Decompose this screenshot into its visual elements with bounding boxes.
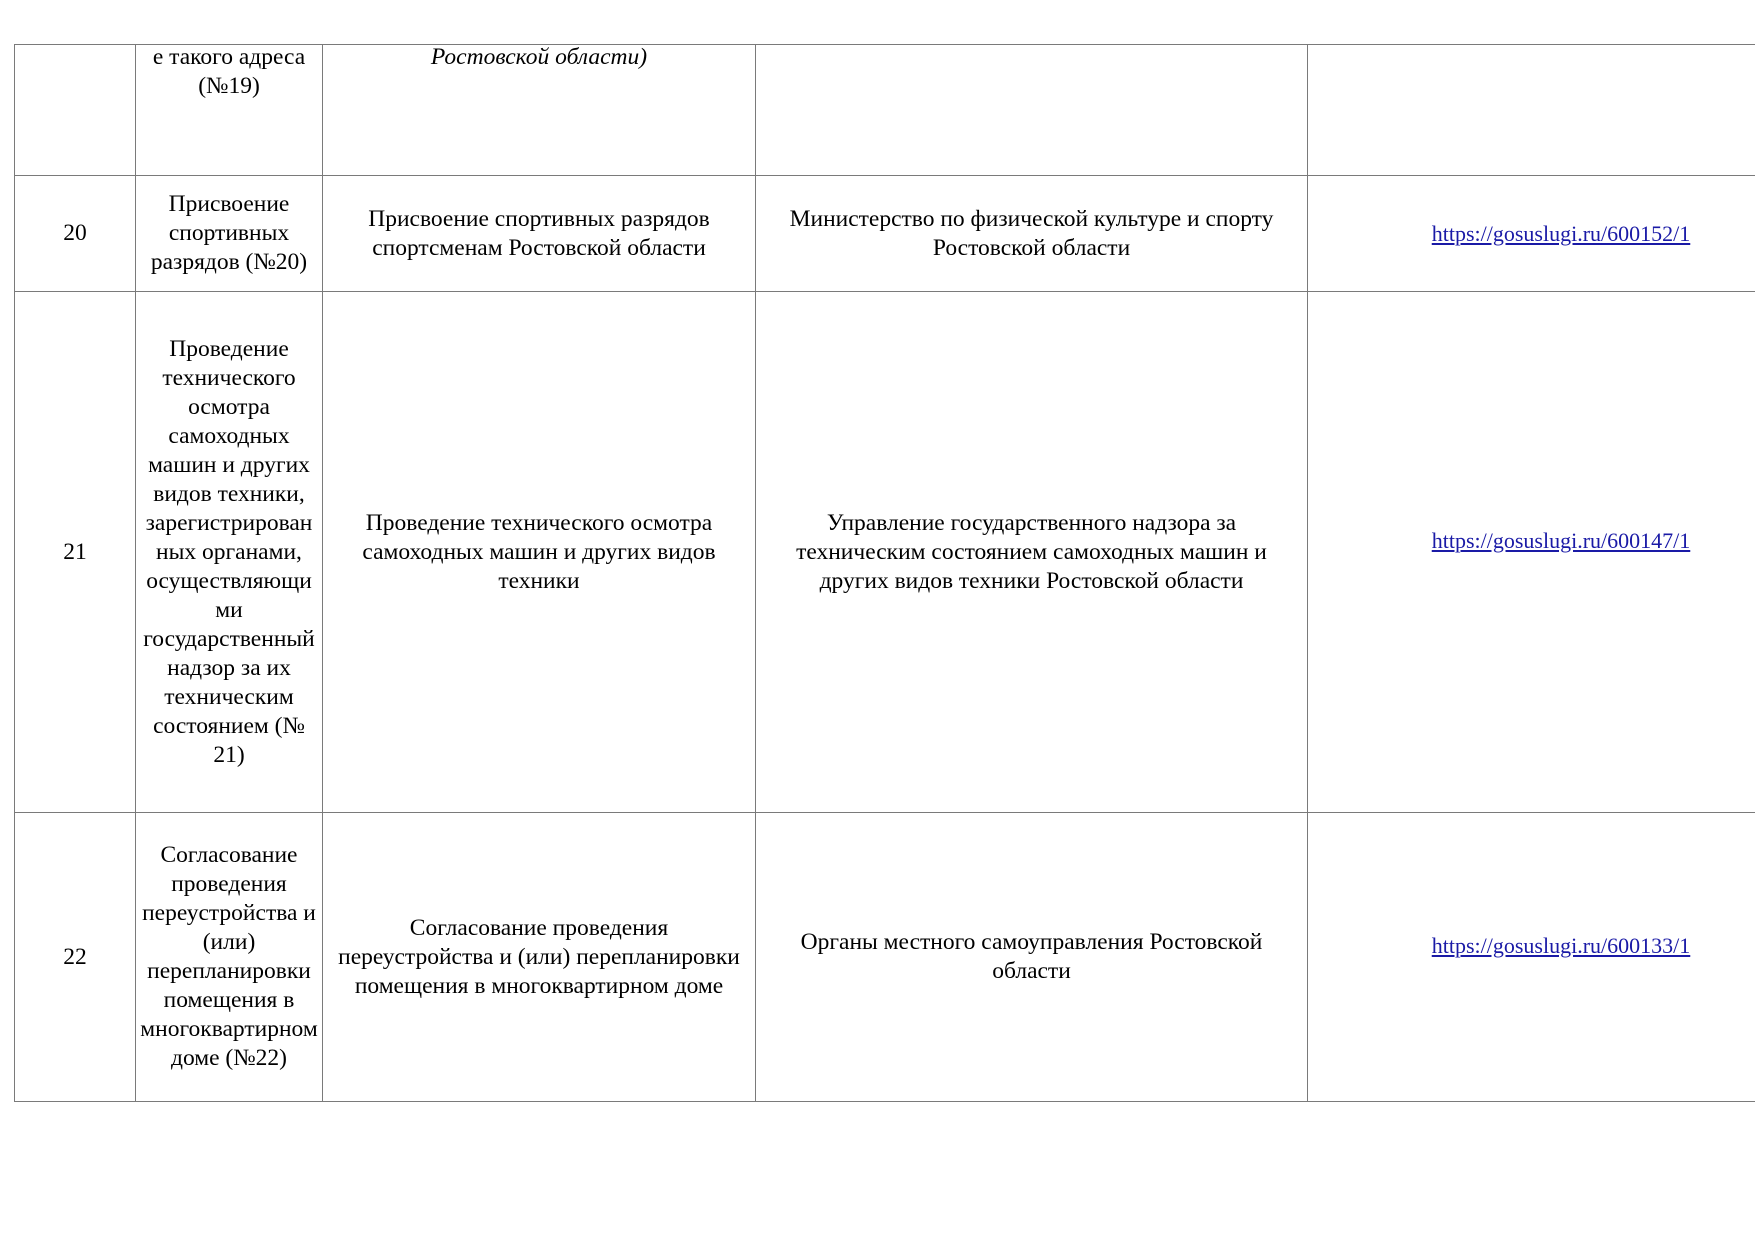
service-short-name: е такого адреса (№19) (152, 44, 306, 99)
table-row (15, 45, 1755, 176)
service-short-name-cell: Согласование проведения переустройства и (или) перепланировки помещения в многоквартирном доме (№22) (136, 813, 323, 1102)
service-full-name-cell: Присвоение спортивных разрядов спортсменам Ростовской области (323, 176, 756, 292)
link-cell (1308, 292, 1755, 813)
services-table (14, 44, 1755, 1102)
service-full-name-cell: Согласование проведения переустройства и (или) перепланировки помещения в многоквартирном доме (323, 813, 756, 1102)
service-short-name-cell: Присвоение спортивных разрядов (№20) (136, 176, 323, 292)
gosuslugi-link[interactable]: https://gosuslugi.ru/600133/1 (1431, 932, 1691, 958)
table-row (15, 813, 1755, 1102)
service-full-name-cell (323, 45, 756, 176)
organization-cell: Органы местного самоуправления Ростовской области (756, 813, 1308, 1102)
link-cell (1308, 176, 1755, 292)
gosuslugi-link[interactable]: https://gosuslugi.ru/600147/1 (1431, 527, 1691, 553)
service-short-name-cell: Проведение технического осмотра самоходных машин и других видов техники, зарегистрированных органами, осуществляющими государственный надзор за их техническим состоянием (№ 21) (136, 292, 323, 813)
service-full-name-cell: Проведение технического осмотра самоходных машин и других видов техники (323, 292, 756, 813)
link-cell (1308, 45, 1755, 176)
organization-cell: Управление государственного надзора за техническим состоянием самоходных машин и других видов техники Ростовской области (756, 292, 1308, 813)
service-full-name: Ростовской области) (430, 44, 648, 70)
table-row (15, 292, 1755, 813)
row-number-cell (15, 45, 136, 176)
gosuslugi-link[interactable]: https://gosuslugi.ru/600152/1 (1431, 221, 1691, 246)
link-cell (1308, 813, 1755, 1102)
service-short-name-cell (136, 45, 323, 176)
table-row (15, 176, 1755, 292)
organization-cell (756, 45, 1308, 176)
row-number-cell: 21 (15, 292, 136, 813)
organization-cell: Министерство по физической культуре и спорту Ростовской области (756, 176, 1308, 292)
row-number-cell: 20 (15, 176, 136, 292)
row-number-cell: 22 (15, 813, 136, 1102)
